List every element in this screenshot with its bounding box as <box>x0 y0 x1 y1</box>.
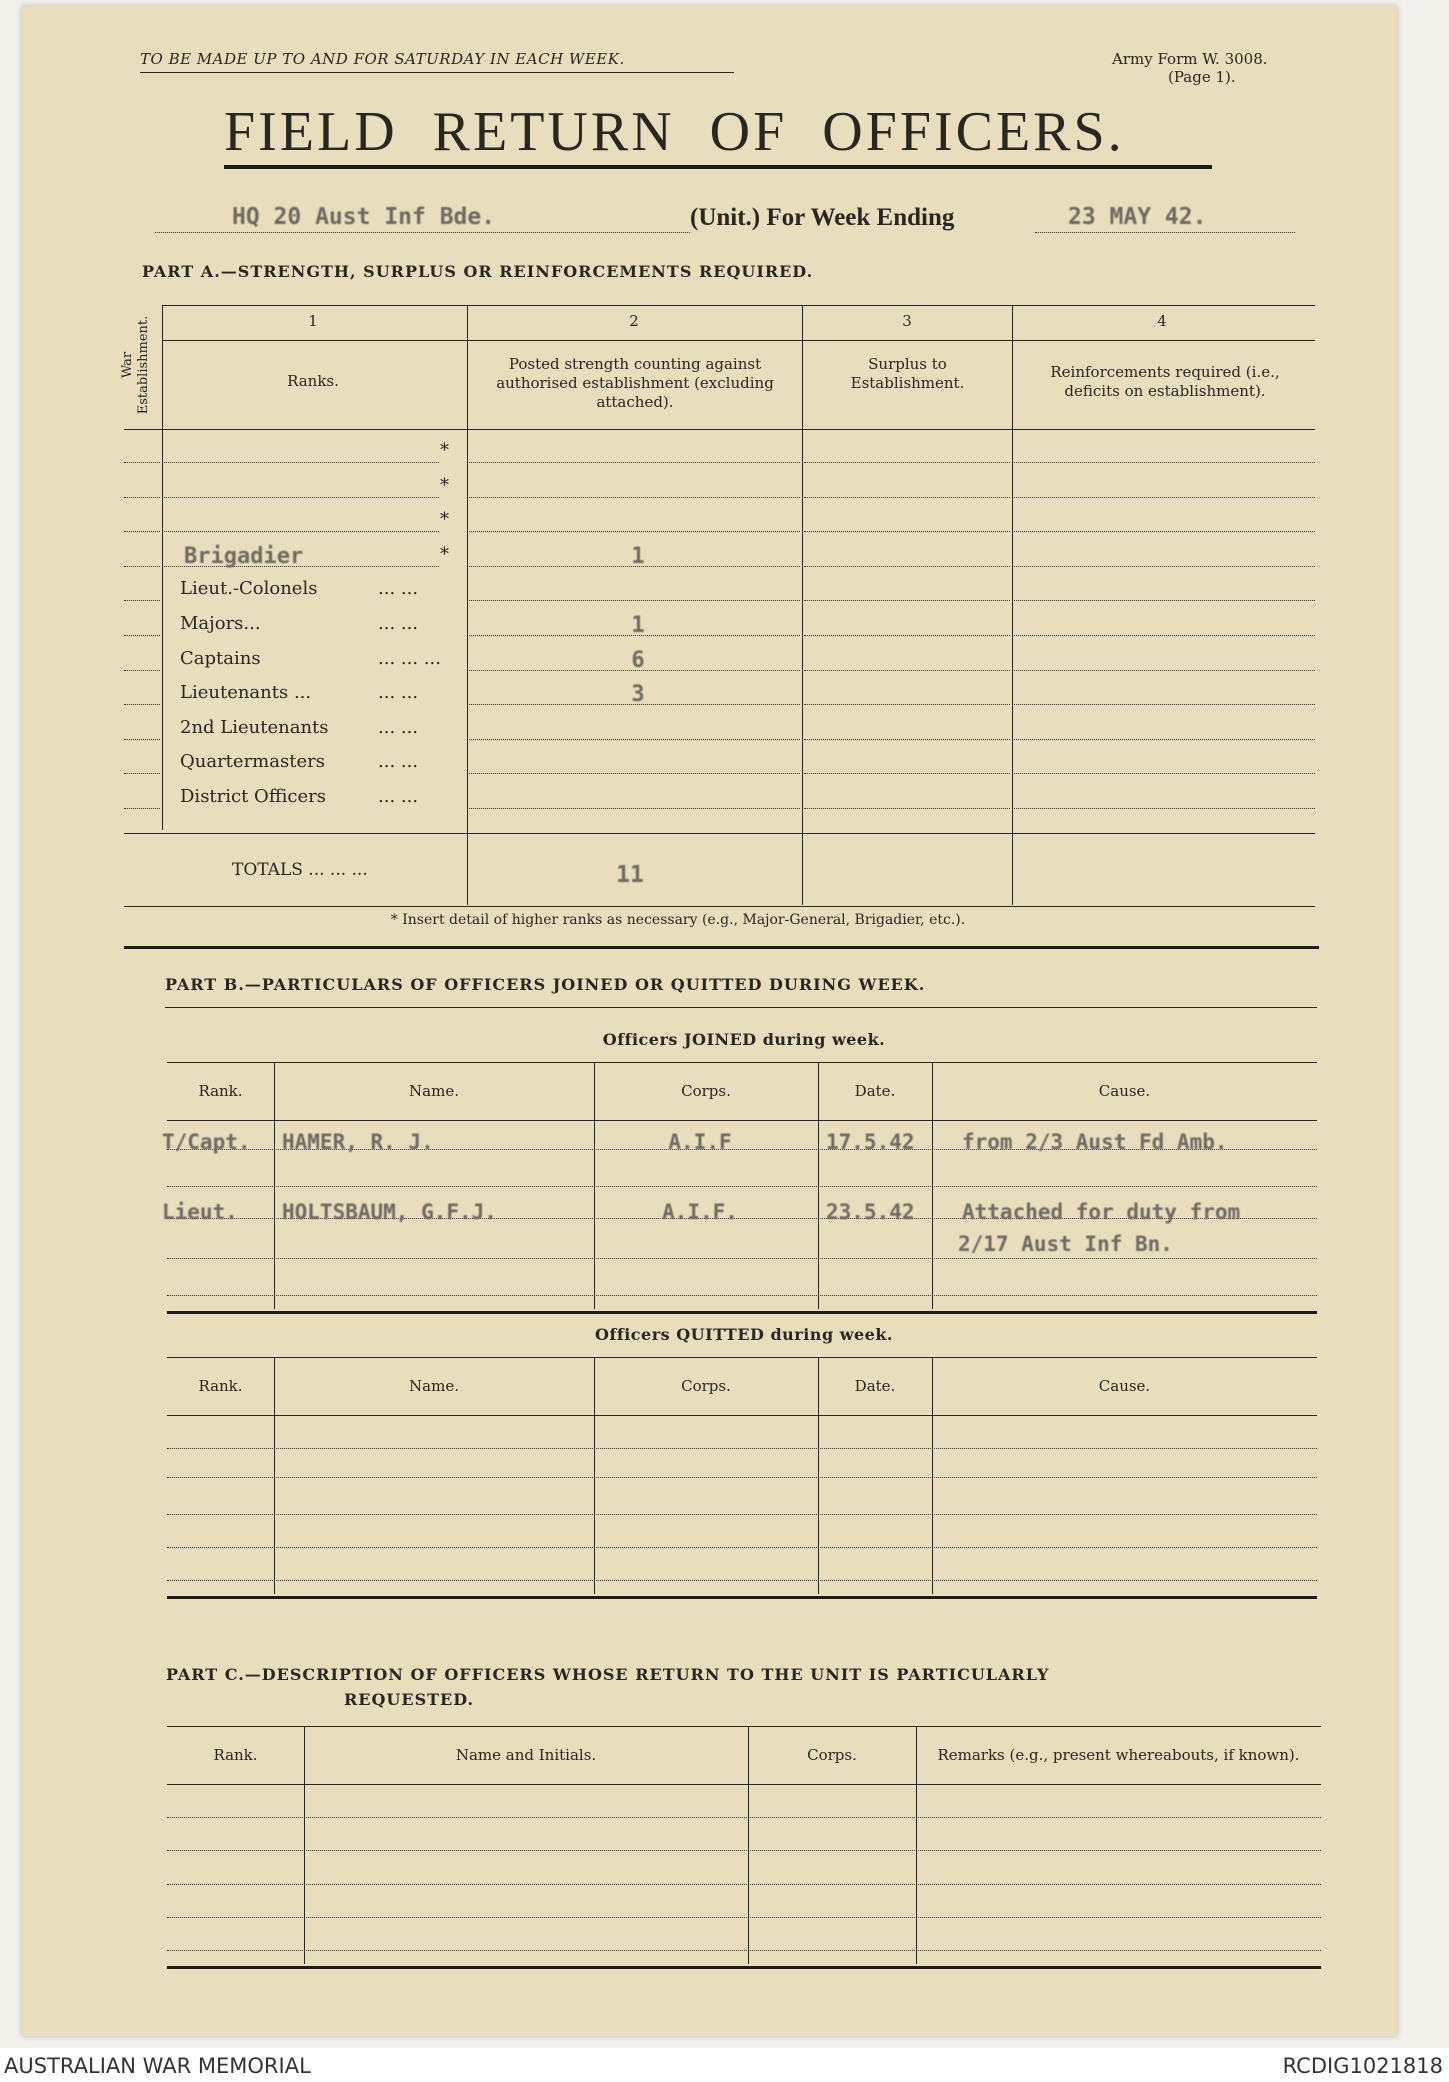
footer-source: AUSTRALIAN WAR MEMORIAL <box>4 2054 311 2078</box>
row-marker: * <box>440 509 449 531</box>
rank-label: Brigadier <box>184 543 304 569</box>
cell-line <box>804 704 1010 705</box>
cell-line <box>804 531 1010 532</box>
form-number: Army Form W. 3008. <box>1112 50 1268 68</box>
row-marker: * <box>440 474 449 496</box>
cell-line <box>469 600 800 601</box>
cell-line <box>1014 566 1315 567</box>
rank-line <box>164 462 439 463</box>
footnote: * Insert detail of higher ranks as necessary (e.g., Major-General, Brigadier, etc.). <box>390 912 966 928</box>
joined-date: 17.5.42 <box>826 1130 915 1154</box>
part-a-title: PART A.—STRENGTH, SURPLUS OR REINFORCEMENTS REQUIRED. <box>142 262 814 281</box>
part-c-title: PART C.—DESCRIPTION OF OFFICERS WHOSE RETURN TO THE UNIT IS PARTICULARLY <box>166 1665 1050 1684</box>
cell-line <box>804 773 1010 774</box>
part-b-title: PART B.—PARTICULARS OF OFFICERS JOINED OR QUITTED DURING WEEK. <box>165 975 926 994</box>
quitted-header-0: Rank. <box>198 1377 243 1395</box>
joined-cause-cont: 2/17 Aust Inf Bn. <box>958 1232 1173 1256</box>
quitted-header-1: Name. <box>409 1377 459 1395</box>
partc-header-1: Name and Initials. <box>455 1746 597 1764</box>
row-line <box>167 1817 1321 1818</box>
war-est-line <box>124 704 160 705</box>
cell-line <box>1014 497 1315 498</box>
reinforcements-header: Reinforcements required (i.e., deficits on establishment). <box>1050 363 1280 400</box>
page-number: (Page 1). <box>1168 68 1236 86</box>
joined-corps: A.I.F <box>668 1130 732 1154</box>
row-line <box>167 1917 1321 1918</box>
cell-line <box>469 497 800 498</box>
cell-line <box>1014 462 1315 463</box>
cell-line <box>1014 635 1315 636</box>
ranks-header: Ranks. <box>287 372 339 390</box>
cell-line <box>804 566 1010 567</box>
part-c-title-cont: REQUESTED. <box>344 1690 475 1709</box>
war-est-line <box>124 773 160 774</box>
cell-line <box>469 739 800 740</box>
col-num-2: 2 <box>629 312 639 330</box>
cell-line <box>804 808 1010 809</box>
joined-header-3: Date. <box>854 1082 896 1100</box>
war-est-line <box>124 462 160 463</box>
row-marker: ... ... <box>378 751 419 773</box>
surplus-header: Surplus to Establishment. <box>850 355 965 392</box>
partc-header-0: Rank. <box>213 1746 258 1764</box>
cell-line <box>804 670 1010 671</box>
joined-name: HOLTSBAUM, G.F.J. <box>282 1200 497 1224</box>
row-line <box>167 1514 1317 1515</box>
war-est-line <box>124 670 160 671</box>
row-line <box>167 1547 1317 1548</box>
row-line <box>167 1258 1317 1259</box>
partc-header-3: Remarks (e.g., present whereabouts, if known). <box>937 1746 1300 1764</box>
cell-line <box>1014 808 1315 809</box>
joined-header-4: Cause. <box>1098 1082 1151 1100</box>
week-ending-value: 23 MAY 42. <box>1068 204 1207 230</box>
cell-line <box>804 635 1010 636</box>
joined-rank: T/Capt. <box>162 1130 251 1154</box>
rank-line <box>164 531 439 532</box>
row-marker: ... ... <box>378 682 419 704</box>
unit-label: (Unit.) For Week Ending <box>690 204 955 231</box>
row-marker: ... ... <box>378 578 419 600</box>
row-line <box>167 1884 1321 1885</box>
rank-label: Quartermasters <box>180 751 325 773</box>
form-page <box>22 6 1397 2036</box>
cell-line <box>1014 531 1315 532</box>
cell-line <box>1014 704 1315 705</box>
rank-line <box>164 497 439 498</box>
row-marker: ... ... <box>378 786 419 807</box>
posted-strength-value: 3 <box>631 682 645 708</box>
row-line <box>167 1186 1317 1187</box>
cell-line <box>804 462 1010 463</box>
cell-line <box>1014 739 1315 740</box>
partc-header-2: Corps. <box>807 1746 857 1764</box>
rank-label: District Officers <box>180 786 326 807</box>
row-line <box>167 1477 1317 1478</box>
war-est-line <box>124 739 160 740</box>
joined-header-0: Rank. <box>198 1082 243 1100</box>
cell-line <box>469 531 800 532</box>
posted-strength-value: 1 <box>631 543 645 569</box>
row-marker: ... ... <box>378 613 419 634</box>
joined-date: 23.5.42 <box>826 1200 915 1224</box>
cell-line <box>804 497 1010 498</box>
cell-line <box>469 462 800 463</box>
joined-header-2: Corps. <box>681 1082 731 1100</box>
row-marker: ... ... <box>378 716 419 738</box>
cell-line <box>1014 773 1315 774</box>
row-marker: * <box>440 440 449 461</box>
footer-bar <box>0 2048 1449 2082</box>
posted-strength-value: 6 <box>631 647 645 673</box>
rank-label: Captains <box>180 647 261 669</box>
war-est-line <box>124 635 160 636</box>
row-line <box>167 1850 1321 1851</box>
totals-value: 11 <box>616 862 644 888</box>
rank-label: 2nd Lieutenants <box>180 716 329 738</box>
joined-rank: Lieut. <box>162 1200 238 1224</box>
joined-title: Officers JOINED during week. <box>602 1030 886 1049</box>
unit-value: HQ 20 Aust Inf Bde. <box>232 204 496 230</box>
totals-label: TOTALS ... ... ... <box>232 860 368 880</box>
row-line <box>167 1580 1317 1581</box>
cell-line <box>1014 600 1315 601</box>
cell-line <box>804 600 1010 601</box>
cell-line <box>469 808 800 809</box>
col-num-3: 3 <box>902 312 912 330</box>
joined-cause: from 2/3 Aust Fd Amb. <box>962 1130 1228 1154</box>
col-num-1: 1 <box>308 312 318 330</box>
row-line <box>167 1448 1317 1449</box>
row-marker: ... ... ... <box>378 647 441 669</box>
posted-strength-header: Posted strength counting against authorised establishment (excluding attached). <box>496 355 774 411</box>
war-est-line <box>124 808 160 809</box>
row-line <box>167 1295 1317 1296</box>
rank-label: Lieut.-Colonels <box>180 578 318 600</box>
joined-header-1: Name. <box>409 1082 459 1100</box>
war-est-line <box>124 566 160 567</box>
war-est-line <box>124 531 160 532</box>
cell-line <box>804 739 1010 740</box>
cell-line <box>1014 670 1315 671</box>
joined-corps: A.I.F. <box>662 1200 738 1224</box>
quitted-header-3: Date. <box>854 1377 896 1395</box>
form-title: FIELD RETURN OF OFFICERS. <box>224 101 1125 163</box>
rank-label: Lieutenants ... <box>180 682 312 704</box>
rank-label: Majors... <box>180 613 261 634</box>
joined-cause: Attached for duty from <box>962 1200 1241 1224</box>
instruction-text: TO BE MADE UP TO AND FOR SATURDAY IN EACH WEEK. <box>140 50 625 68</box>
col-num-4: 4 <box>1157 312 1167 330</box>
joined-name: HAMER, R. J. <box>282 1130 434 1154</box>
quitted-title: Officers QUITTED during week. <box>595 1325 893 1344</box>
footer-id: RCDIG1021818 <box>1282 2054 1443 2078</box>
quitted-header-4: Cause. <box>1098 1377 1151 1395</box>
row-line <box>167 1950 1321 1951</box>
posted-strength-value: 1 <box>631 613 645 638</box>
war-est-line <box>124 497 160 498</box>
quitted-header-2: Corps. <box>681 1377 731 1395</box>
war-est-line <box>124 600 160 601</box>
war-establishment-header: War Establishment. <box>120 315 151 415</box>
row-marker: * <box>440 543 449 565</box>
cell-line <box>469 773 800 774</box>
